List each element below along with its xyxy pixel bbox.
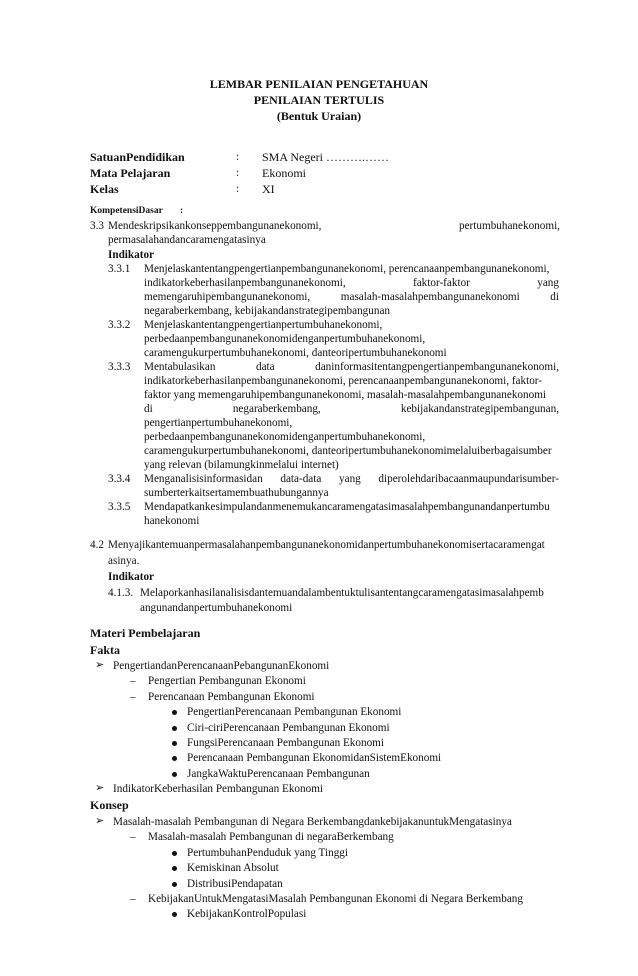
indikator-num: 4.1.3.	[108, 587, 134, 599]
kd-33-line1a: Mendeskripsikankonseppembangunanekonomi,	[108, 220, 322, 232]
indikator-line: pengertianpertumbuhanekonomi,	[144, 417, 293, 429]
indikator-line: caramengukurpertumbuhanekonomi, danteoripertumbuhanekonomi	[144, 347, 447, 359]
list-item: Masalah-masalah Pembangunan di Negara BerkembangdankebijakanuntukMengatasinya	[113, 816, 512, 828]
indikator-line: yang relevan (bilamungkinmelalui internet)	[144, 459, 339, 471]
list-item: DistribusiPendapatan	[187, 877, 283, 890]
info-label-class: Kelas	[90, 182, 119, 196]
list-item: IndikatorKeberhasilan Pembangunan Ekonomi	[113, 783, 324, 796]
indikator-line: indikatorkeberhasilanpembangunanekonomi, perencanaanpembangunanekonomi, faktor-	[144, 375, 543, 387]
indikator-line: perbedaanpembangunanekonomidenganpertumbuhanekonomi,	[144, 333, 426, 345]
list-item: JangkaWaktuPerencanaan Pembangunan	[187, 767, 370, 780]
doc-form-type: (Bentuk Uraian)	[276, 109, 362, 123]
kd-33-line1b: pertumbuhanekonomi,	[459, 220, 560, 232]
indikator-line: faktor yang memengaruhipembangunanekonomi, masalah-masalahpembangunanekonomi	[144, 389, 547, 401]
indikator-line: sumberterkaitsertamembuathubungannya	[144, 487, 329, 499]
kd-label: KompetensiDasar	[90, 206, 163, 216]
dash-bullet-icon: –	[130, 893, 136, 905]
indikator-num: 3.3.5	[108, 501, 131, 513]
info-value-school: SMA Negeri ……….……	[262, 150, 389, 164]
dot-bullet-icon	[172, 912, 177, 917]
list-item: Perencanaan Pembangunan Ekonomi	[148, 690, 315, 703]
info-label-school: SatuanPendidikan	[90, 150, 185, 164]
dot-bullet-icon	[172, 710, 177, 715]
list-item: FungsiPerencanaan Pembangunan Ekonomi	[187, 737, 384, 749]
dot-bullet-icon	[172, 882, 177, 887]
section-title-konsep: Konsep	[90, 798, 129, 812]
indikator-line: Melaporkanhasilanalisisdantemuandalambentuktulisantentangcaramengatasimasalahpemb	[140, 587, 544, 599]
list-item: KebijakanKontrolPopulasi	[187, 908, 307, 921]
doc-subtitle: PENILAIAN TERTULIS	[253, 93, 385, 107]
dash-bullet-icon: –	[130, 831, 136, 844]
info-colon: :	[236, 167, 240, 179]
dash-bullet-icon: –	[130, 690, 136, 703]
indikator-line: Menganalisisinformasidan data-data yang diperolehdaribacaanmaupundarisumber-	[144, 473, 559, 485]
info-colon: :	[236, 183, 240, 195]
dot-bullet-icon	[172, 772, 177, 777]
indikator-num: 3.3.4	[108, 473, 131, 485]
doc-title: LEMBAR PENILAIAN PENGETAHUAN	[209, 77, 429, 91]
dot-bullet-icon	[172, 851, 177, 856]
kd-33-indikator: Indikator	[108, 249, 155, 261]
list-item: Ciri-ciriPerencanaan Pembangunan Ekonomi	[187, 721, 390, 734]
indikator-line: Mendapatkankesimpulandanmenemukancaramengatasimasalahpembangunandanpertumbu	[144, 501, 550, 513]
list-item: PengertiandanPerencanaanPebangunanEkonomi	[113, 660, 330, 672]
kd-42-num: 4.2	[90, 539, 104, 551]
indikator-line: caramengukurpertumbuhanekonomi, danteoripertumbuhanekonomimelaluiberbagaisumber	[144, 445, 552, 457]
indikator-num: 3.3.3	[108, 361, 131, 373]
indikator-line: indikatorkeberhasilanpembangunanekonomi, faktor-faktor yang	[144, 277, 559, 289]
list-item: Masalah-masalah Pembangunan di negaraBerkembang	[148, 831, 394, 844]
info-value-class: XI	[262, 182, 275, 196]
dot-bullet-icon	[172, 741, 177, 746]
section-title-fakta: Fakta	[90, 643, 120, 657]
list-item: KebijakanUntukMengatasiMasalah Pembangunan Ekonomi di Negara Berkembang	[148, 893, 523, 905]
indikator-line: hanekonomi	[144, 515, 200, 527]
dash-bullet-icon: –	[130, 675, 136, 688]
indikator-line: perbedaanpembangunanekonomidenganpertumbuhanekonomi,	[144, 431, 426, 443]
list-item: Perencanaan Pembangunan EkonomidanSistemEkonomi	[187, 752, 442, 765]
dot-bullet-icon	[172, 756, 177, 761]
kd-33-num: 3.3	[90, 220, 104, 232]
section-title-materi: Materi Pembelajaran	[90, 626, 201, 640]
arrow-bullet-icon: ➢	[95, 782, 105, 795]
dot-bullet-icon	[172, 866, 177, 871]
kd-colon: :	[180, 206, 184, 216]
kd-33-line2: permasalahandancaramengatasinya	[108, 234, 266, 246]
info-value-subject: Ekonomi	[262, 166, 306, 180]
info-colon: :	[236, 151, 240, 163]
indikator-line: negaraberkembang, kebijakandanstrategipembangunan	[144, 305, 391, 317]
kd-42-line1: Menyajikantemuanpermasalahanpembangunanekonomidanpertumbuhanekonomisertacaramengat	[108, 539, 545, 551]
indikator-line: di negaraberkembang, kebijakandanstrategipembangunan,	[144, 403, 559, 415]
kd-42-indikator: Indikator	[108, 571, 155, 583]
list-item: PengertianPerencanaan Pembangunan Ekonomi	[187, 706, 402, 719]
indikator-line: Mentabulasikan data daninformasitentangpengertianpembangunanekonomi,	[144, 361, 559, 373]
info-label-subject: Mata Pelajaran	[90, 166, 171, 180]
indikator-line: memengaruhipembangunanekonomi, masalah-masalahpembangunanekonomi di	[144, 291, 559, 303]
list-item: Pengertian Pembangunan Ekonomi	[148, 675, 306, 688]
indikator-num: 3.3.1	[108, 263, 131, 275]
indikator-line: Menjelaskantentangpengertianpembangunanekonomi, perencanaanpembangunanekonomi,	[144, 263, 550, 275]
list-item: PertumbuhanPenduduk yang Tinggi	[187, 846, 348, 859]
kd-42-line2: asinya.	[108, 555, 140, 567]
indikator-num: 3.3.2	[108, 319, 131, 331]
arrow-bullet-icon: ➢	[95, 815, 105, 827]
indikator-line: Menjelaskantentangpengertianpertumbuhanekonomi,	[144, 319, 383, 331]
arrow-bullet-icon: ➢	[95, 659, 105, 671]
indikator-line: angunandanpertumbuhanekonomi	[140, 602, 293, 614]
list-item: Kemiskinan Absolut	[187, 862, 279, 875]
dot-bullet-icon	[172, 726, 177, 731]
